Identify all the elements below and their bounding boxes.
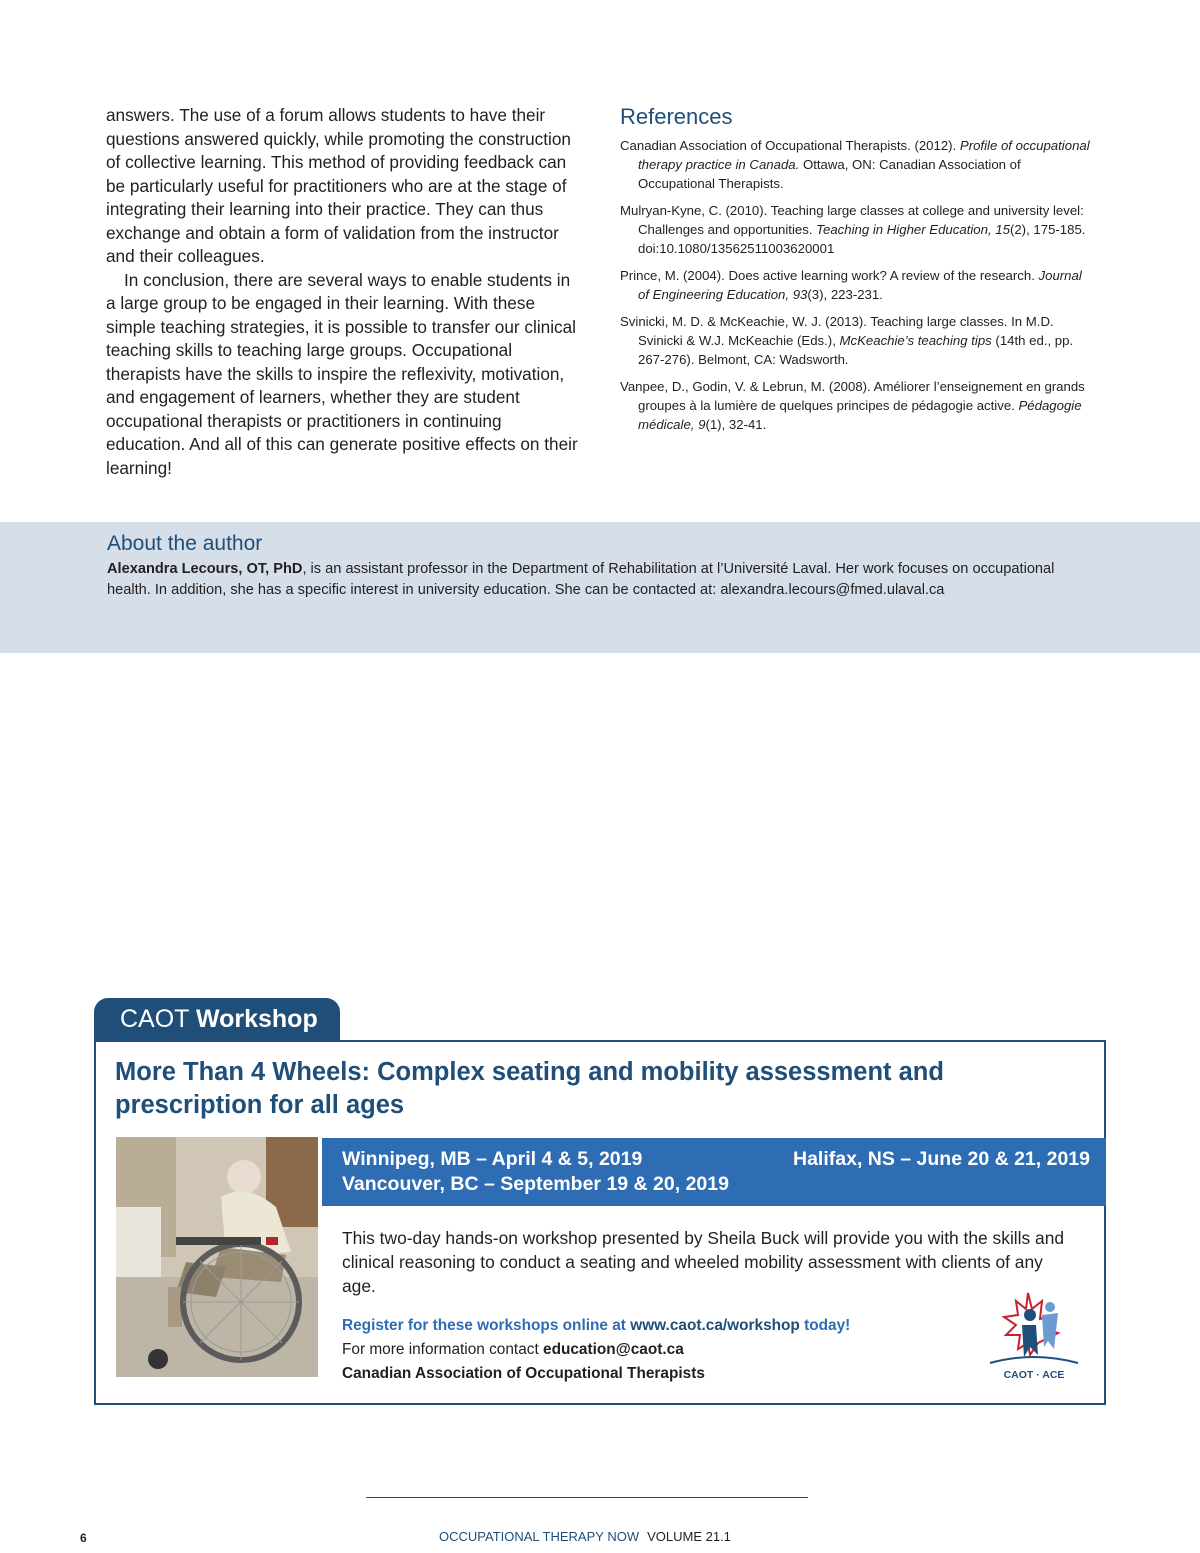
reference-item	[620, 266, 1090, 304]
workshop-tab	[94, 998, 340, 1040]
reference-list	[620, 136, 1090, 434]
wheelchair-photo	[116, 1137, 318, 1377]
workshop-title: More Than 4 Wheels: Complex seating and mobility assessment and prescription for all ages	[115, 1058, 944, 1119]
paragraph: In conclusion, there are several ways to enable students in a large group to be engaged in their learning. With these simple teaching strategies, it is possible to transfer our clinical teaching skills to teaching large groups. Occupational therapists have the skills to inspire the reflexivity, motivation, and engagement of learners, whether they are student occupational therapists or practitioners in continuing education. And all of this can generate positive effects on their learning!	[106, 269, 578, 478]
workshop-tab-label: Workshop	[195, 1005, 318, 1033]
reference-source: Profile of occupational therapy practice in Canada.	[638, 138, 1090, 172]
magazine-name: OCCUPATIONAL THERAPY NOW	[439, 1529, 640, 1544]
workshop-date-winnipeg: Winnipeg, MB – April 4 & 5, 2019	[342, 1148, 643, 1170]
register-line	[342, 1317, 850, 1335]
reference-text: Svinicki, M. D. & McKeachie, W. J. (2013). Teaching large classes. In M.D. Svinicki & W.J. McKeachie (Eds.),	[620, 314, 1054, 348]
workshop-date-halifax: Halifax, NS – June 20 & 21, 2019	[793, 1148, 1090, 1170]
page-number: 6	[80, 1531, 87, 1545]
reference-source: Journal of Engineering Education, 93	[638, 268, 1082, 302]
contact-pre: For more information contact	[342, 1341, 544, 1358]
paragraph: answers. The use of a forum allows students to have their questions answered quickly, while promoting the construction of collective learning. This method of providing feedback can be particularly useful for practitioners who are at the stage of integrating their learning into their practice. They can thus exchange and obtain a form of validation from the instructor and their colleagues.	[106, 105, 571, 266]
volume-label: VOLUME 21.1	[647, 1529, 731, 1544]
article-body	[106, 104, 582, 480]
reference-text: Vanpee, D., Godin, V. & Lebrun, M. (2008). Améliorer l’enseignement en grands groupes à la lumière de quelques principes de pédagogie active.	[620, 379, 1085, 413]
author-heading: About the author	[107, 532, 263, 555]
register-pre: Register for these workshops online at	[342, 1317, 631, 1334]
reference-details: (1), 32-41.	[705, 417, 767, 432]
author-bio	[107, 559, 1097, 601]
reference-item	[620, 377, 1090, 434]
reference-text: Mulryan-Kyne, C. (2010). Teaching large classes at college and university level: Challenges and opportunities.	[620, 203, 1084, 237]
reference-text: Prince, M. (2004). Does active learning work? A review of the research.	[620, 268, 1039, 283]
wheelchair-photo-graphic	[116, 1137, 318, 1377]
workshop-date-vancouver: Vancouver, BC – September 19 & 20, 2019	[342, 1173, 729, 1195]
reference-item	[620, 201, 1090, 258]
footer-divider	[366, 1497, 808, 1498]
reference-text: Canadian Association of Occupational Therapists. (2012).	[620, 138, 960, 153]
organization-name: Canadian Association of Occupational Therapists	[342, 1365, 705, 1382]
workshop-link[interactable]: www.caot.ca/workshop	[630, 1317, 800, 1334]
workshop-description: This two-day hands-on workshop presented by Sheila Buck will provide you with the skills and clinical reasoning to conduct a seating and wheeled mobility assessment with clients of any age.	[342, 1228, 1065, 1296]
contact-email-link[interactable]: education@caot.ca	[543, 1341, 684, 1358]
reference-item	[620, 136, 1090, 193]
reference-item	[620, 312, 1090, 369]
references-heading: References	[620, 104, 733, 129]
reference-source: Pédagogie médicale, 9	[638, 398, 1082, 432]
reference-source: Teaching in Higher Education, 15	[816, 222, 1010, 237]
contact-line	[342, 1341, 684, 1359]
register-post: today!	[799, 1317, 851, 1334]
reference-details: Ottawa, ON: Canadian Association of Occupational Therapists.	[638, 157, 1021, 191]
reference-details: (3), 223-231.	[807, 287, 883, 302]
workshop-tab-caot: CAOT	[120, 1005, 189, 1033]
references-section	[620, 104, 1090, 442]
reference-details: (14th ed., pp. 267-276). Belmont, CA: Wadsworth.	[638, 333, 1074, 367]
footer-publication	[439, 1529, 731, 1544]
author-bio-text: , is an assistant professor in the Department of Rehabilitation at l’Université Laval. Her work focuses on occupational health. In addition, she has a specific interest in university education. She can be contacted at: alexandra.lecours@fmed.ulaval.ca	[107, 561, 1055, 598]
author-name: Alexandra Lecours, OT, PhD	[107, 561, 303, 577]
reference-details: (2), 175-185. doi:10.1080/13562511003620001	[638, 222, 1086, 256]
reference-source: McKeachie’s teaching tips	[839, 333, 992, 348]
caot-logo-text: CAOT · ACE	[1003, 1369, 1065, 1381]
